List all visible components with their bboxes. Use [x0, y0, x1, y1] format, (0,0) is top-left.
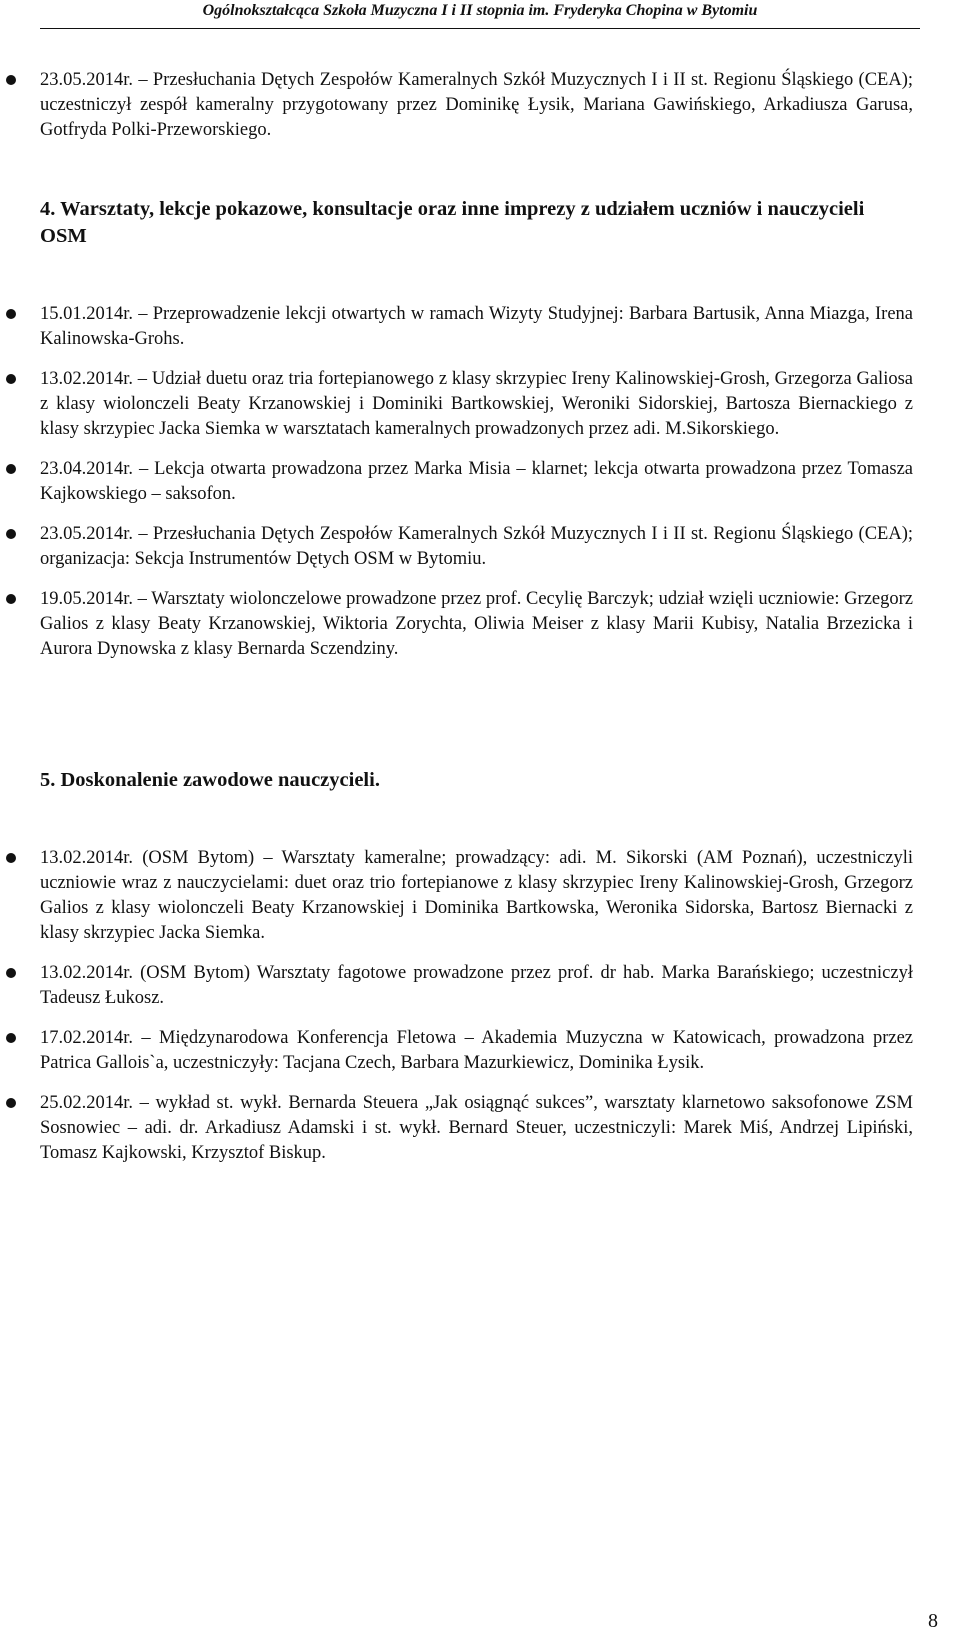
list-item-text: 13.02.2014r. (OSM Bytom) Warsztaty fagotowe prowadzone przez prof. dr hab. Marka Barańskiego; uczestniczył Tadeusz Łukosz.: [40, 963, 913, 1008]
list-item-text: 25.02.2014r. – wykład st. wykł. Bernarda Steuera „Jak osiągnąć sukces”, warsztaty klarnetowo saksofonowe ZSM Sosnowiec – adi. dr. Arkadiusz Adamski i st. wykł. Bernard Steuer, uczestniczyli: Marek Miś, Andrzej Lipiński, Tomasz Kajkowski, Krzysztof Biskup.: [40, 1093, 913, 1163]
bullet-icon: [6, 464, 16, 474]
bullet-icon: [6, 374, 16, 384]
list-item-text: 13.02.2014r. (OSM Bytom) – Warsztaty kameralne; prowadzący: adi. M. Sikorski (AM Poznań), uczestniczyli uczniowie wraz z nauczycielami: duet oraz trio fortepianowe z klasy skrzypiec Ireny Kalinowskiej-Grosh, Grzegorz Galios z klasy wiolonczeli Beaty Krzanowskiej i Dominika Bartkowska, Weronika Sidorska, Bartosz Biernacki z klasy skrzypiec Jacka Siemka.: [40, 848, 913, 943]
list-item: [40, 587, 913, 662]
list-item-text: 23.05.2014r. – Przesłuchania Dętych Zespołów Kameralnych Szkół Muzycznych I i II st. Regionu Śląskiego (CEA); organizacja: Sekcja Instrumentów Dętych OSM w Bytomiu.: [40, 524, 913, 569]
bullet-icon: [6, 75, 16, 85]
document-body: [40, 68, 913, 1181]
list-item: [40, 846, 913, 946]
bullet-icon: [6, 594, 16, 604]
bullet-icon: [6, 968, 16, 978]
list-item: [40, 961, 913, 1011]
list-item-text: 15.01.2014r. – Przeprowadzenie lekcji otwartych w ramach Wizyty Studyjnej: Barbara Bartusik, Anna Miazga, Irena Kalinowska-Grohs.: [40, 304, 913, 349]
section-4-list: [40, 302, 913, 662]
list-item: [40, 68, 913, 143]
bullet-icon: [6, 309, 16, 319]
list-item: [40, 1026, 913, 1076]
bullet-icon: [6, 1098, 16, 1108]
list-item: [40, 522, 913, 572]
list-item-text: 23.04.2014r. – Lekcja otwarta prowadzona przez Marka Misia – klarnet; lekcja otwarta prowadzona przez Tomasza Kajkowskiego – saksofon.: [40, 459, 913, 504]
list-item: [40, 1091, 913, 1166]
bullet-icon: [6, 853, 16, 863]
header-divider: [40, 28, 920, 29]
list-item-text: 13.02.2014r. – Udział duetu oraz tria fortepianowego z klasy skrzypiec Ireny Kalinowskiej-Grosh, Grzegorza Galiosa z klasy wiolonczeli Beaty Krzanowskiej i Dominiki Bartkowskiej, Weroniki Sidorskiej, Bartosza Biernackiego z klasy skrzypiec Jacka Siemka w warsztatach kameralnych prowadzonych przez adi. M.Sikorskiego.: [40, 369, 913, 439]
top-list: [40, 68, 913, 143]
list-item-text: 19.05.2014r. – Warsztaty wiolonczelowe prowadzone przez prof. Cecylię Barczyk; udział wzięli uczniowie: Grzegorz Galios z klasy Beaty Krzanowskiej, Wiktoria Zorychta, Oliwia Meiser z klasy Marii Kubisy, Natalia Brzezicka i Aurora Dynowska z klasy Bernarda Sczendziny.: [40, 589, 913, 659]
list-item-text: 23.05.2014r. – Przesłuchania Dętych Zespołów Kameralnych Szkół Muzycznych I i II st. Regionu Śląskiego (CEA); uczestniczył zespół kameralny przygotowany przez Dominikę Łysik, Mariana Gawińskiego, Arkadiusza Garusa, Gotfryda Polki-Przeworskiego.: [40, 70, 913, 140]
section-5-heading: 5. Doskonalenie zawodowe nauczycieli.: [40, 769, 380, 791]
section-4-heading: 4. Warsztaty, lekcje pokazowe, konsultacje oraz inne imprezy z udziałem uczniów i nauczycieli OSM: [40, 198, 865, 247]
list-item: [40, 367, 913, 442]
list-item: [40, 457, 913, 507]
bullet-icon: [6, 529, 16, 539]
list-item: [40, 302, 913, 352]
list-item-text: 17.02.2014r. – Międzynarodowa Konferencja Fletowa – Akademia Muzyczna w Katowicach, prowadzona przez Patrica Gallois`a, uczestniczyły: Tacjana Czech, Barbara Mazurkiewicz, Dominika Łysik.: [40, 1028, 913, 1073]
section-5-list: [40, 846, 913, 1166]
bullet-icon: [6, 1033, 16, 1043]
page-header: Ogólnokształcąca Szkoła Muzyczna I i II stopnia im. Fryderyka Chopina w Bytomiu: [202, 2, 758, 19]
page-number: 8: [928, 1610, 938, 1632]
